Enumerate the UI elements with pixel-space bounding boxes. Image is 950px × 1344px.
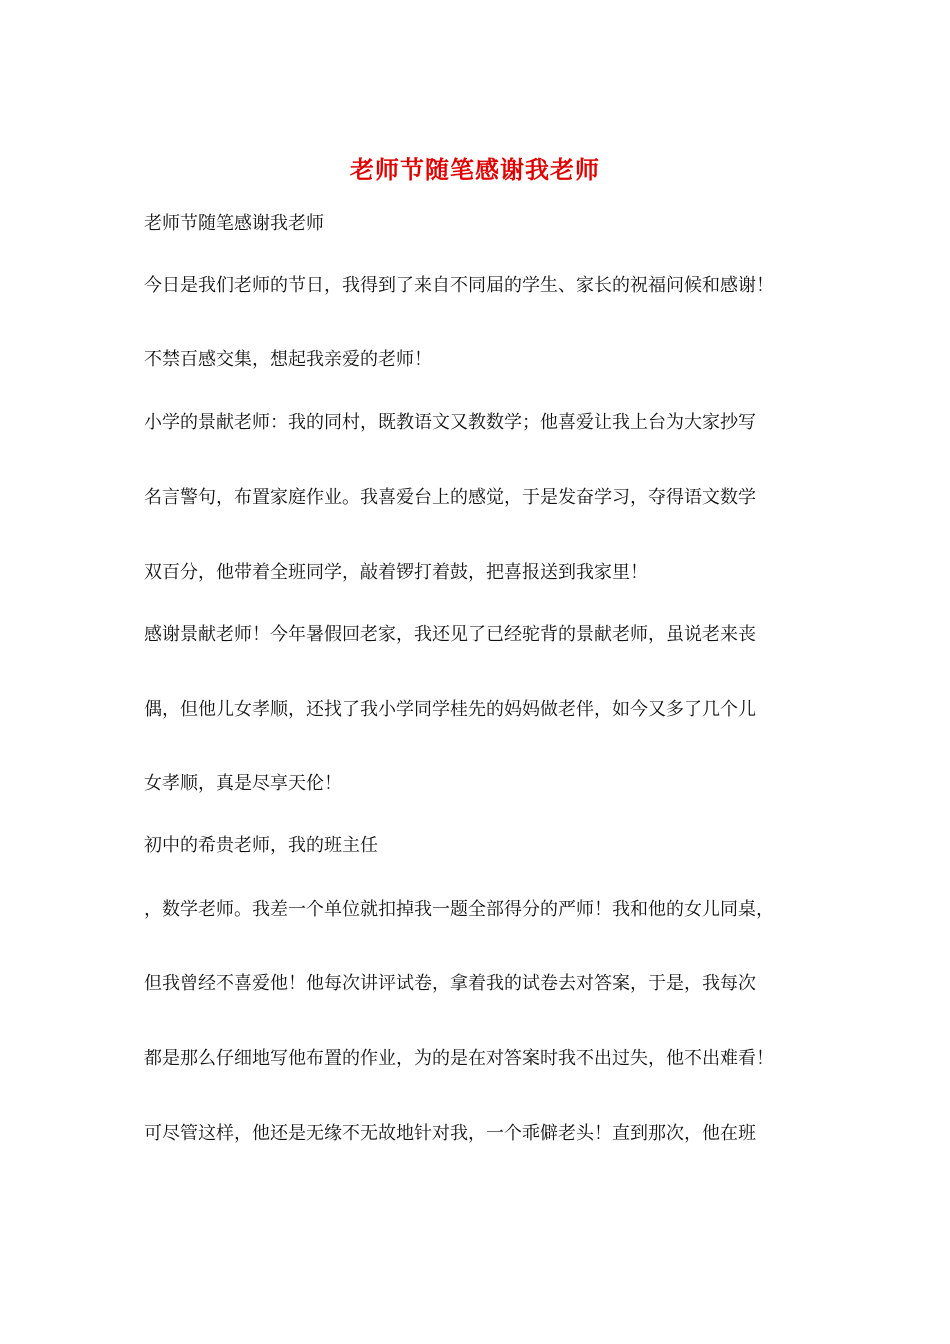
text-line: 名言警句，布置家庭作业。我喜爱台上的感觉，于是发奋学习，夺得语文数学: [144, 487, 756, 508]
text-line: 但我曾经不喜爱他！他每次讲评试卷，拿着我的试卷去对答案，于是，我每次: [144, 973, 756, 994]
text-line: 不禁百感交集，想起我亲爱的老师！: [144, 349, 432, 370]
text-line: ，数学老师。我差一个单位就扣掉我一题全部得分的严师！我和他的女儿同桌，: [144, 899, 774, 920]
text-line: 偶，但他儿女孝顺，还找了我小学同学桂先的妈妈做老伴，如今又多了几个儿: [144, 699, 756, 720]
text-line: 都是那么仔细地写他布置的作业，为的是在对答案时我不出过失，他不出难看！: [144, 1048, 774, 1069]
text-line: 老师节随笔感谢我老师: [144, 213, 324, 234]
text-line: 感谢景献老师！今年暑假回老家，我还见了已经驼背的景献老师，虽说老来丧: [144, 624, 756, 645]
text-line: 今日是我们老师的节日，我得到了来自不同届的学生、家长的祝福问候和感谢！: [144, 275, 774, 296]
text-line: 初中的希贵老师，我的班主任: [144, 835, 378, 856]
text-line: 女孝顺，真是尽享天伦！: [144, 773, 342, 794]
text-line: 可尽管这样，他还是无缘不无故地针对我，一个乖僻老头！直到那次，他在班: [144, 1123, 756, 1144]
document-title: 老师节随笔感谢我老师: [350, 155, 600, 184]
text-line: 小学的景献老师：我的同村，既教语文又教数学；他喜爱让我上台为大家抄写: [144, 412, 756, 433]
text-line: 双百分，他带着全班同学，敲着锣打着鼓，把喜报送到我家里！: [144, 562, 648, 583]
